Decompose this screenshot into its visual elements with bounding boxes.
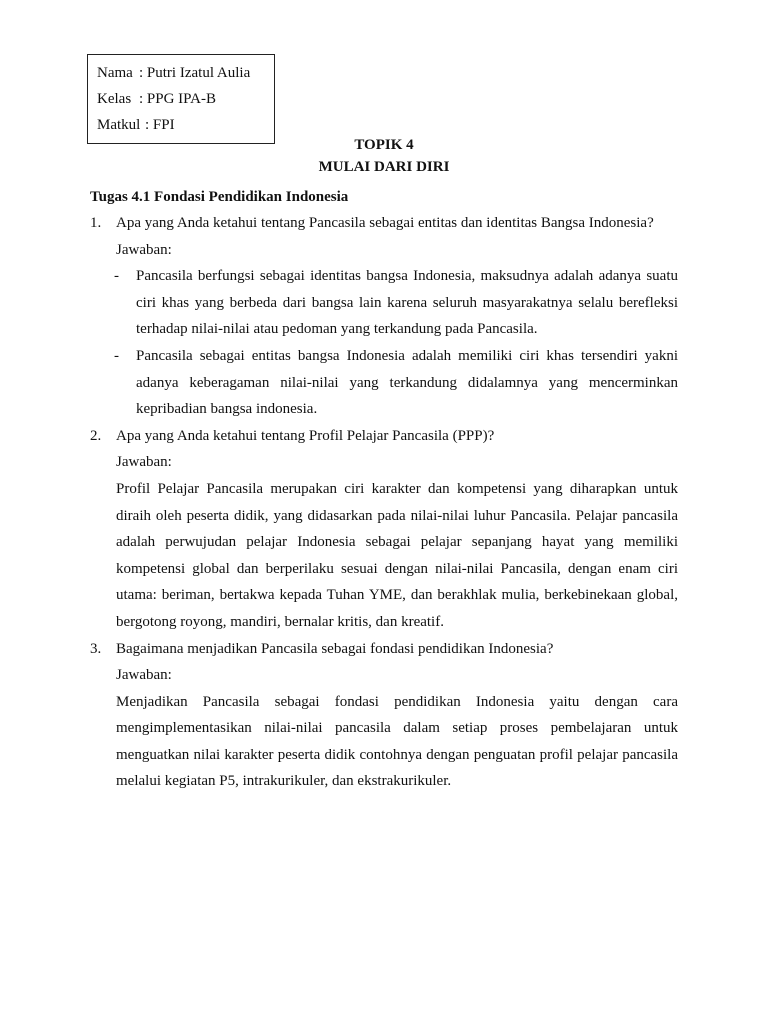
question-number: 1.	[90, 215, 102, 231]
answer-paragraph: Menjadikan Pancasila sebagai fondasi pendidikan Indonesia yaitu dengan cara mengimplementasikan nilai-nilai pancasila dalam setiap proses pembelajaran untuk menguatkan nilai karakter peserta didik contohnya dengan penguatan profil pelajar pancasila melalui kegiatan P5, intrakurikuler, dan ekstrakurikuler.	[116, 693, 678, 790]
bullet-text: Pancasila sebagai entitas bangsa Indonesia adalah memiliki ciri khas tersendiri yakni adanya keberagaman nilai-nilai yang terkandung didalamnya yang mencerminkan kepribadian bangsa indonesia.	[136, 347, 678, 418]
answer-label: Jawaban:	[116, 241, 172, 258]
answer-label: Jawaban:	[116, 667, 172, 684]
identity-row-nama	[97, 60, 274, 86]
qa-list	[90, 210, 678, 795]
question-2	[90, 423, 678, 450]
bullet-text: Pancasila berfungsi sebagai identitas bangsa Indonesia, maksudnya adalah adanya suatu ciri khas yang berbeda dari bangsa lain karena seluruh masyarakatnya selalu berefleksi terhadap nilai-nilai atau pedoman yang terkandung pada Pancasila.	[136, 268, 678, 338]
question-text: Bagaimana menjadikan Pancasila sebagai fondasi pendidikan Indonesia?	[116, 640, 554, 657]
answer-label: Jawaban:	[116, 454, 172, 471]
answer-bullets	[90, 263, 678, 423]
identity-row-kelas	[97, 86, 274, 112]
bullet-marker: -	[114, 268, 119, 285]
nama-value: : Putri Izatul Aulia	[139, 65, 251, 81]
nama-label: Nama	[97, 65, 133, 81]
title-topic: TOPIK 4	[354, 137, 414, 153]
kelas-label: Kelas	[97, 91, 132, 107]
section-heading: Tugas 4.1 Fondasi Pendidikan Indonesia	[90, 189, 349, 205]
answer-bullet	[90, 343, 678, 423]
answer-bullet	[90, 263, 678, 343]
question-3	[90, 636, 678, 663]
kelas-value: : PPG IPA-B	[139, 91, 216, 107]
title-block	[0, 134, 768, 178]
matkul-label: Matkul	[97, 117, 141, 133]
question-number: 3.	[90, 640, 102, 657]
answer-paragraph: Profil Pelajar Pancasila merupakan ciri karakter dan kompetensi yang diharapkan untuk diraih oleh peserta didik, yang didasarkan pada nilai-nilai luhur Pancasila. Pelajar pancasila adalah perwujudan pelajar Indonesia sebagai pelajar sepanjang hayat yang memiliki kompetensi global dan berperilaku sesuai dengan nilai-nilai Pancasila, dengan enam ciri utama: beriman, bertakwa kepada Tuhan YME, dan berakhlak mulia, berkebinekaan global, bergotong royong, mandiri, bernalar kritis, dan kreatif.	[116, 480, 678, 630]
question-1	[90, 210, 678, 237]
question-text: Apa yang Anda ketahui tentang Profil Pelajar Pancasila (PPP)?	[116, 427, 495, 444]
question-text: Apa yang Anda ketahui tentang Pancasila sebagai entitas dan identitas Bangsa Indonesia?	[116, 215, 654, 231]
bullet-marker: -	[114, 347, 119, 364]
matkul-value: : FPI	[145, 117, 175, 133]
question-number: 2.	[90, 427, 102, 444]
title-subtitle: MULAI DARI DIRI	[318, 159, 450, 175]
identity-box	[87, 54, 275, 144]
